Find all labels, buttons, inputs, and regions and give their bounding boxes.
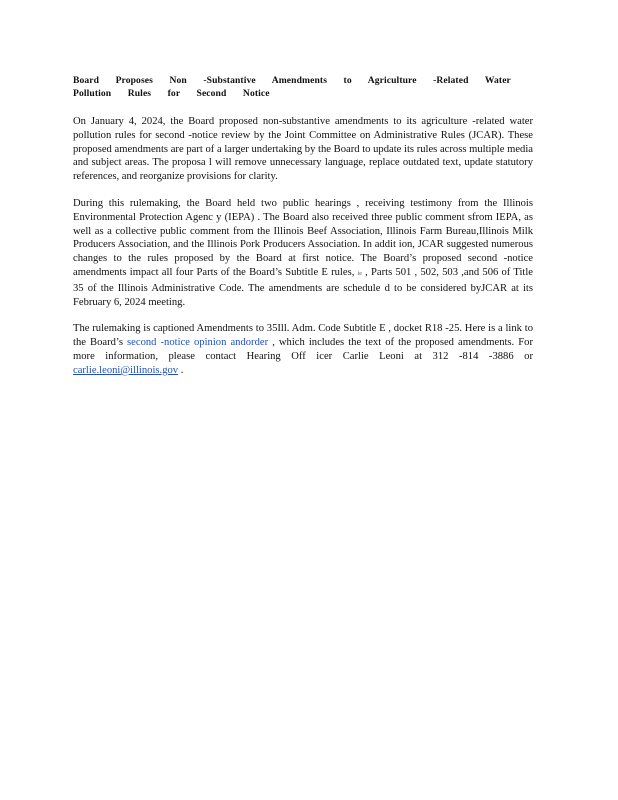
email-link[interactable]: carlie.leoni@illinois.gov xyxy=(73,364,179,376)
paragraph-contact-text-a: The rulemaking is captioned Amendments to 35Ill. Adm. Code Subtitle E , docket R18 -25. Here is a link to the Board’s xyxy=(73,323,533,349)
abbreviation-ie: ie xyxy=(357,270,362,277)
paragraph-contact-text-b: , which includes the text of the proposed amendments. For more information, please contact Hearing Off icer Carlie Leoni at 312 -814 -3886 or xyxy=(73,337,533,362)
document-title: Board Proposes Non -Substantive Amendments to Agriculture -Related Water Pollution Rules for Second Notice xyxy=(73,75,511,99)
document-page xyxy=(73,74,533,391)
opinion-order-link[interactable]: second -notice opinion andorder xyxy=(127,337,269,349)
paragraph-intro xyxy=(73,115,533,184)
paragraph-hearings xyxy=(73,197,533,309)
paragraph-hearings-text-a: During this rulemaking, the Board held two public hearings , receiving testimony from the Illinois Environmental Protection Agenc y (IEPA) . The Board also received three public comment sfrom IEPA, as well as a collective public comment from the Illinois Beef Association, Illinois Farm Bureau,Illinois Milk Producers Association, and the Illinois Pork Producers Association. In addit ion, JCAR suggested numerous changes to the rules proposed by the Board at first notice. The Board’s proposed second -notice amendments impact all four Parts of the Board’s Subtitle E rules, xyxy=(73,197,533,278)
paragraph-contact-end: . xyxy=(180,364,184,376)
paragraph-contact xyxy=(73,322,533,377)
paragraph-intro-text: On January 4, 2024, the Board proposed non-substantive amendments to its agriculture -related water pollution rules for second -notice review by the Joint Committee on Administrative Rules (JCAR). These proposed amendments are part of a larger undertaking by the Board to update its rules across multiple media and subject areas. The proposa l will remove unnecessary language, replace outdated text, update statutory references, and reorganize provisions for clarity. xyxy=(73,116,533,183)
paragraph-hearings-text-b: , Parts 501 , 502, 503 ,and 506 of Title 35 of the Illinois Administrative Code. The amendments are schedule d to be considered byJCAR at its February 6, 2024 meeting. xyxy=(73,266,533,308)
